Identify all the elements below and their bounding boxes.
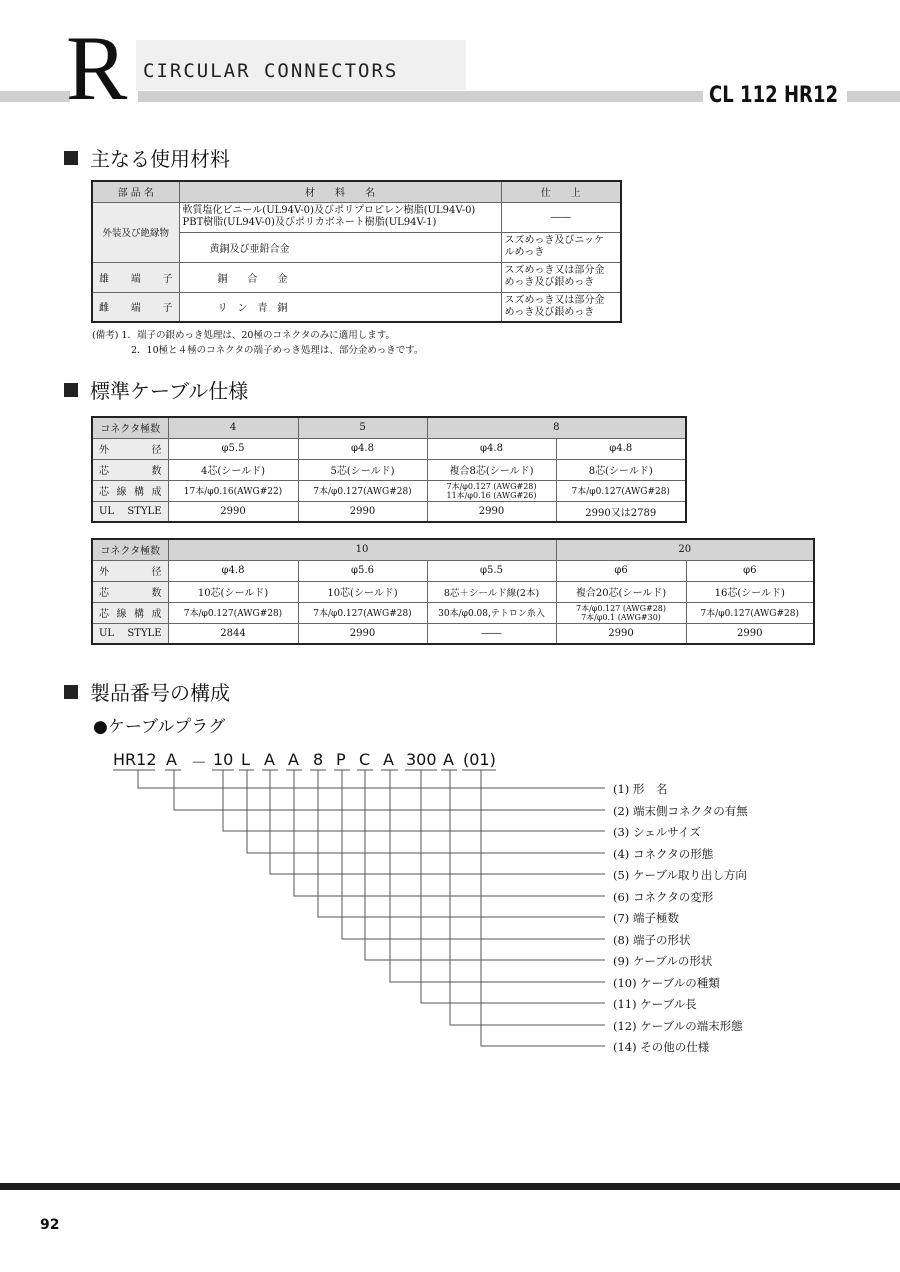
legend-item: (4) コネクタの形態 [613, 847, 714, 861]
data-cell: 7本/φ0.127(AWG#28) [686, 602, 814, 623]
code-part: A [166, 750, 177, 769]
code-part: A [288, 750, 299, 769]
header-cell: 10 [168, 539, 556, 560]
legend-item: (1) 形 名 [613, 782, 668, 796]
row-label: UL STYLE [92, 623, 168, 644]
data-cell: φ6 [556, 560, 686, 581]
materials-note-2: 2．10極と４極のコネクタの端子めっき処理は、部分金めっきです。 [131, 345, 424, 356]
finish-line: ルめっき [504, 247, 545, 258]
legend-item: (10) ケーブルの種類 [613, 976, 720, 990]
code-part: A [383, 750, 394, 769]
data-cell: 7本/φ0.127(AWG#28) [168, 602, 298, 623]
finish-line: めっき及び銀めっき [504, 306, 595, 318]
section-cable-title: 標準ケーブル仕様 [90, 379, 249, 403]
data-line: 7本/φ0.1 (AWG#30) [581, 612, 661, 622]
part-cell: 外装及び絶縁物 [92, 202, 179, 262]
header-cell: 仕 上 [501, 181, 621, 202]
row-label: 芯 数 [92, 459, 168, 480]
data-cell: 2990 [427, 501, 556, 522]
header-cell: 5 [298, 417, 427, 438]
part-cell: 雄 端 子 [92, 262, 179, 292]
legend-item: (11) ケーブル長 [613, 997, 697, 1011]
data-line: 7本/φ0.127 (AWG#28) [575, 603, 667, 613]
row-label: UL STYLE [92, 501, 168, 522]
data-cell: φ5.6 [298, 560, 427, 581]
data-cell: 4芯(シールド) [168, 459, 298, 480]
legend-item: (14) その他の仕様 [613, 1040, 710, 1054]
code-part: 10 [213, 750, 234, 769]
header-cell: 4 [168, 417, 298, 438]
material-line: PBT樹脂(UL94V-0)及びポリカボネート樹脂(UL94V-1) [182, 217, 437, 228]
legend-item: (9) ケーブルの形状 [613, 954, 713, 968]
data-cell: 7本/φ0.127(AWG#28) [298, 602, 427, 623]
data-cell: 複合8芯(シールド) [427, 459, 556, 480]
data-cell: 8芯＋シールド線(2本) [427, 581, 556, 602]
code-part: C [359, 750, 371, 769]
section-materials-title: 主なる使用材料 [90, 147, 230, 171]
legend-item: (3) シェルサイズ [613, 825, 701, 839]
code-part: L [241, 750, 250, 769]
code-part: HR12 [113, 750, 157, 769]
row-label: 外 径 [92, 438, 168, 459]
data-cell: 5芯(シールド) [298, 459, 427, 480]
data-cell: φ4.8 [427, 438, 556, 459]
code-part: 8 [313, 750, 324, 769]
footer-rule [0, 1183, 900, 1190]
data-cell: 10芯(シールド) [298, 581, 427, 602]
finish-cell: ―― [501, 202, 621, 232]
data-line: 11本/φ0.16 (AWG#26) [446, 490, 537, 500]
finish-line: スズめっき又は部分金 [504, 294, 605, 306]
data-cell: φ6 [686, 560, 814, 581]
materials-note-1: (備考) 1．端子の銀めっき処理は、20極のコネクタのみに適用します。 [92, 330, 396, 341]
row-label: 芯線構成 [92, 480, 168, 501]
legend-item: (12) ケーブルの端末形態 [613, 1019, 743, 1033]
header-cell: 材 料 名 [179, 181, 501, 202]
data-cell: 30本/φ0.08,テトロン糸入 [427, 602, 556, 623]
data-cell: φ4.8 [556, 438, 686, 459]
legend-item: (6) コネクタの変形 [613, 890, 714, 904]
legend-item: (7) 端子極数 [613, 911, 679, 925]
part-cell: 雌 端 子 [92, 292, 179, 322]
data-cell: φ5.5 [168, 438, 298, 459]
page-number: 92 [40, 1217, 60, 1233]
header-cell: 8 [427, 417, 686, 438]
material-cell: 銅 合 金 [179, 262, 501, 292]
data-cell: φ4.8 [298, 438, 427, 459]
row-label: 芯線構成 [92, 602, 168, 623]
material-line: 軟質塩化ビニール(UL94V-0)及びポリプロピレン樹脂(UL94V-0) [182, 205, 476, 216]
code-part: (01) [463, 750, 496, 769]
data-cell: 2990 [686, 623, 814, 644]
code-part: A [264, 750, 275, 769]
finish-line: スズめっき及びニッケ [504, 235, 604, 246]
legend-item: (2) 端末側コネクタの有無 [613, 804, 748, 818]
data-cell: 10芯(シールド) [168, 581, 298, 602]
data-cell: 17本/φ0.16(AWG#22) [168, 480, 298, 501]
row-label: 外 径 [92, 560, 168, 581]
data-cell: 7本/φ0.127(AWG#28) [556, 480, 686, 501]
legend-item: (8) 端子の形状 [613, 933, 691, 947]
data-cell: ―― [427, 623, 556, 644]
data-cell: φ5.5 [427, 560, 556, 581]
header-cell: コネクタ極数 [92, 417, 168, 438]
header-big-letter: R [66, 17, 128, 119]
code-part: A [443, 750, 454, 769]
section-partnumber-title: 製品番号の構成 [90, 681, 230, 705]
data-cell: 2990 [556, 623, 686, 644]
header-series-code: CL 112 HR12 [709, 83, 839, 108]
data-cell: 2990 [168, 501, 298, 522]
data-cell: φ4.8 [168, 560, 298, 581]
data-cell: 8芯(シールド) [556, 459, 686, 480]
finish-line: スズめっき又は部分金 [504, 265, 605, 276]
code-part: 300 [406, 750, 437, 769]
code-part: － [191, 753, 208, 772]
header-title: CIRCULAR CONNECTORS [143, 60, 399, 82]
data-cell: 2990 [298, 623, 427, 644]
data-cell: 2990 [298, 501, 427, 522]
material-cell: リ ン 青 銅 [179, 292, 501, 322]
material-cell: 黄銅及び亜鉛合金 [179, 232, 501, 262]
cable-plug-subtitle: ●ケーブルプラグ [93, 717, 226, 737]
data-cell: 16芯(シールド) [686, 581, 814, 602]
header-cell: 部 品 名 [92, 181, 179, 202]
header-cell: 20 [556, 539, 814, 560]
code-part: P [336, 750, 346, 769]
header-cell: コネクタ極数 [92, 539, 168, 560]
legend-item: (5) ケーブル取り出し方向 [613, 868, 747, 882]
finish-line: めっき及び銀めっき [504, 277, 595, 288]
data-cell: 複合20芯(シールド) [556, 581, 686, 602]
row-label: 芯 数 [92, 581, 168, 602]
data-cell: 2990又は2789 [556, 501, 686, 522]
data-cell: 2844 [168, 623, 298, 644]
data-cell: 7本/φ0.127(AWG#28) [298, 480, 427, 501]
data-line: 7本/φ0.127 (AWG#28) [446, 481, 537, 491]
